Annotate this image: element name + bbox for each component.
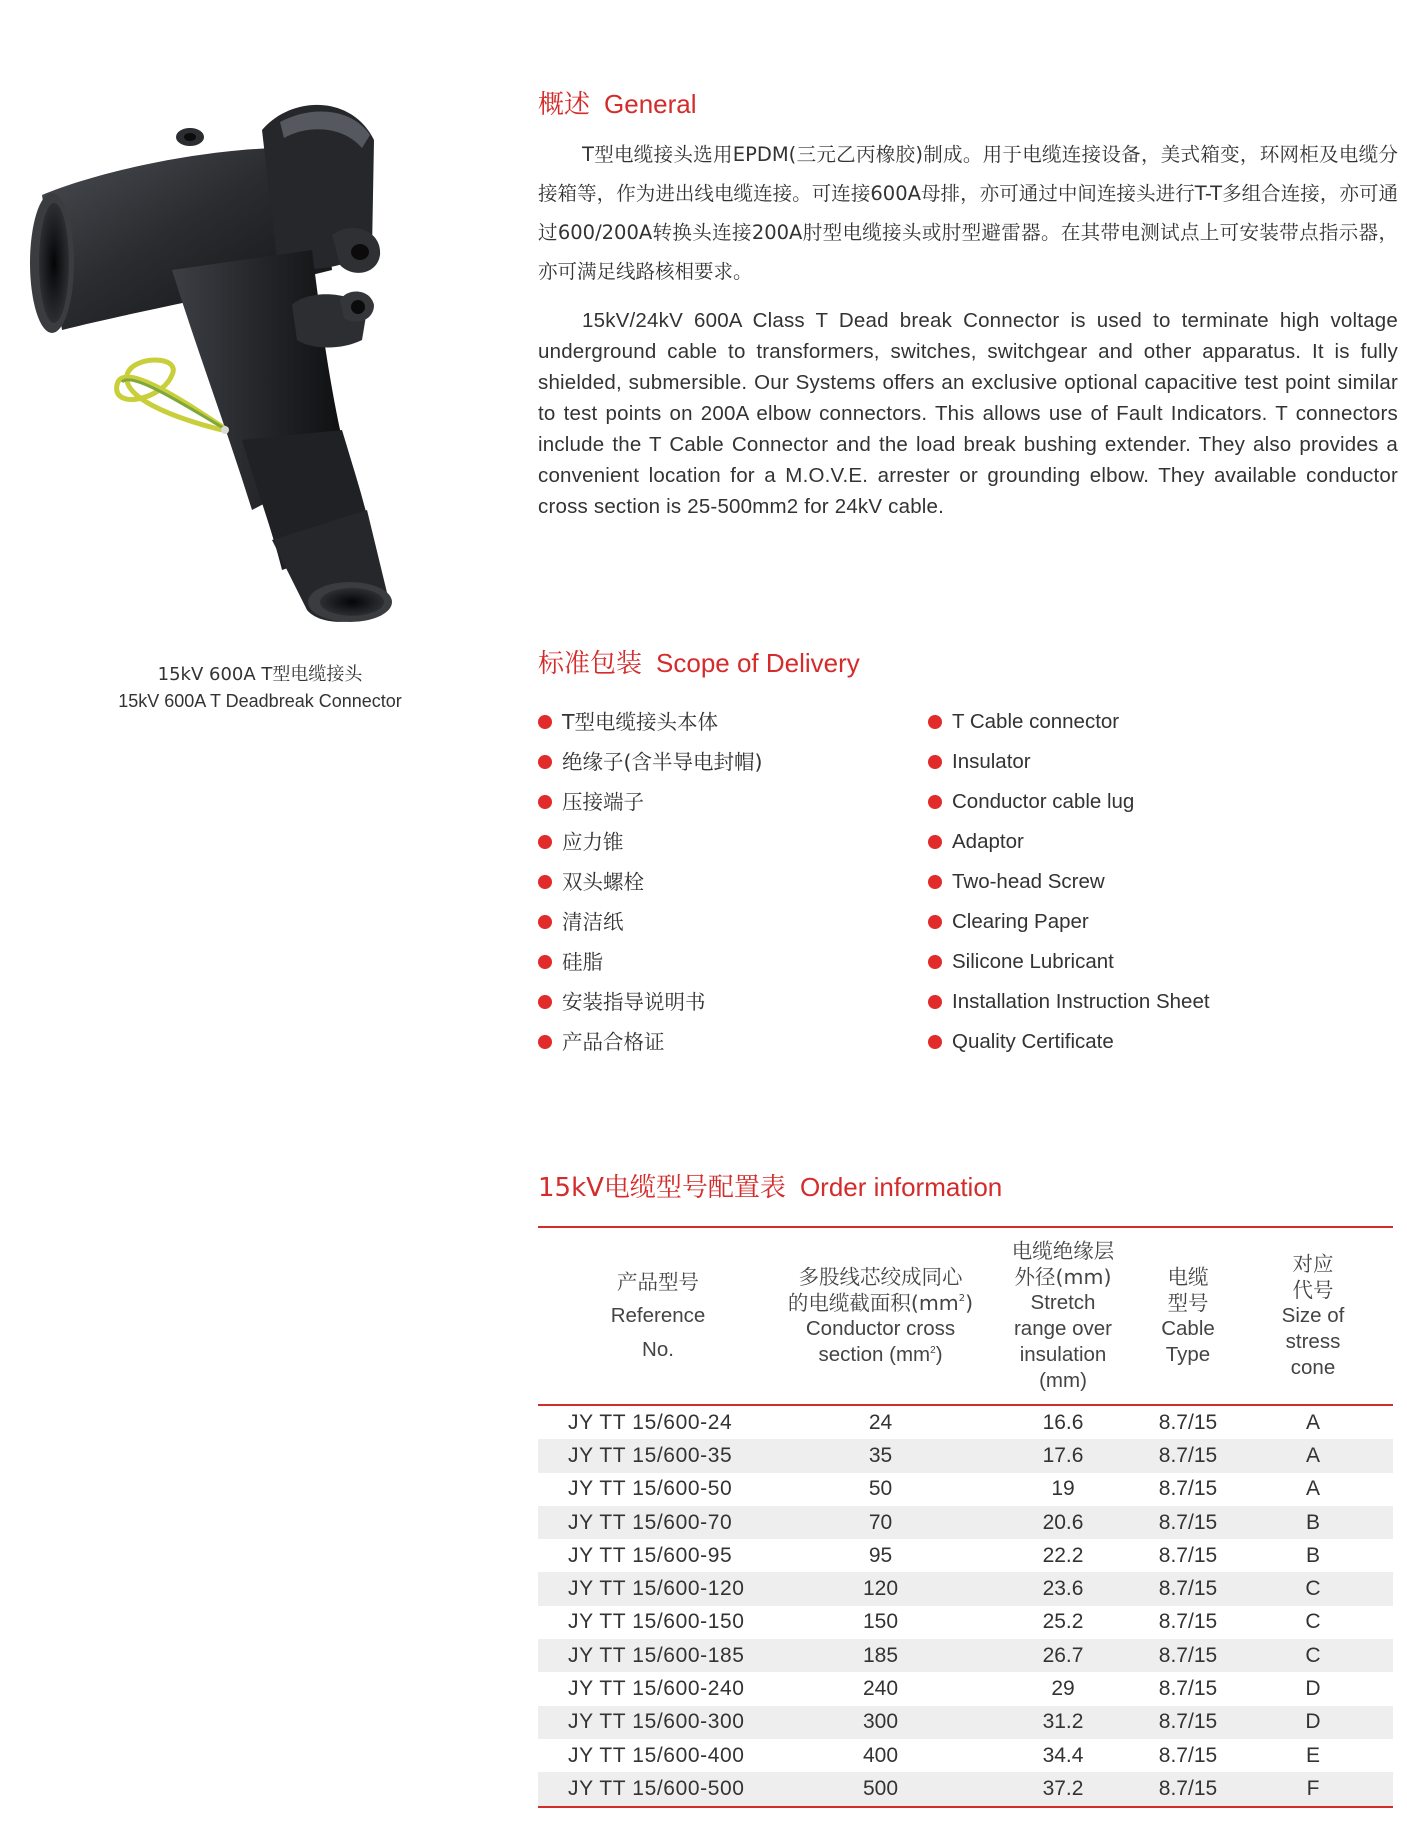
cell-section: 185 xyxy=(778,1639,983,1672)
general-heading-en: General xyxy=(604,89,697,119)
cell-insulation: 17.6 xyxy=(983,1439,1143,1472)
cell-section: 400 xyxy=(862,1743,899,1767)
bullet-icon xyxy=(538,715,552,729)
cell-insulation: 25.2 xyxy=(1042,1610,1084,1634)
cell-section: 300 xyxy=(778,1706,983,1739)
delivery-item-cn: 清洁纸 xyxy=(538,902,763,942)
delivery-item-cn: 压接端子 xyxy=(538,782,763,822)
table-row xyxy=(538,1439,1393,1472)
cell-stress-cone: B xyxy=(1233,1506,1393,1539)
cell-reference: JY TT 15/600-120 xyxy=(538,1572,778,1605)
header-insulation-range: 电缆绝缘层 外径(mm) Stretch range over insulation (mm) xyxy=(983,1227,1143,1405)
cell-insulation: 16.6 xyxy=(1042,1410,1084,1434)
table-row xyxy=(538,1672,1393,1705)
table-row xyxy=(538,1606,1393,1639)
delivery-item-en: Insulator xyxy=(928,742,1210,782)
delivery-item-en: Two-head Screw xyxy=(928,862,1210,902)
table-row xyxy=(538,1506,1393,1539)
delivery-item-en: Clearing Paper xyxy=(928,902,1210,942)
order-heading-cn: 15kV电缆型号配置表 xyxy=(538,1173,786,1203)
cell-reference: JY TT 15/600-24 xyxy=(568,1410,733,1434)
cell-section: 500 xyxy=(778,1772,983,1806)
cell-insulation: 19 xyxy=(1051,1477,1075,1501)
product-caption-cn: 15kV 600A T型电缆接头 xyxy=(157,664,363,685)
cell-cable-type: 8.7/15 xyxy=(1143,1572,1233,1605)
cell-insulation: 26.7 xyxy=(983,1639,1143,1672)
bullet-icon xyxy=(928,715,942,729)
table-row xyxy=(538,1539,1393,1572)
cell-cable-type: 8.7/15 xyxy=(1158,1477,1218,1501)
cell-section: 240 xyxy=(862,1677,899,1701)
bullet-icon xyxy=(928,795,942,809)
cell-section: 70 xyxy=(778,1506,983,1539)
cell-cable-type: 8.7/15 xyxy=(1158,1610,1218,1634)
cell-insulation: 34.4 xyxy=(1042,1743,1084,1767)
delivery-item-en: Silicone Lubricant xyxy=(928,942,1210,982)
order-heading xyxy=(538,1167,1002,1204)
general-paragraph-en: 15kV/24kV 600A Class T Dead break Connector is used to terminate high voltage underground cable to transformers, switches, switchgear and other apparatus. It is fully shielded, submersible. Our Systems offers an exclusive optional capacitive test point similar to test points on 200A elbow connectors. This allows use of Fault Indicators. T connectors include the T Cable Connector and the load break bushing extender. They also provides a convenient location for a M.O.V.E. arrester or grounding elbow. They available conductor cross section is 25-500mm2 for 24kV cable. xyxy=(538,309,1398,518)
bullet-icon xyxy=(538,955,552,969)
cell-section: 35 xyxy=(778,1439,983,1472)
delivery-item-en: Installation Instruction Sheet xyxy=(928,982,1210,1022)
header-conductor-section: 多股线芯绞成同心 的电缆截面积$(mm^2)$ Conductor cross section $(mm^2)$ xyxy=(778,1227,983,1405)
delivery-heading xyxy=(538,643,860,680)
cell-stress-cone: F xyxy=(1233,1772,1393,1806)
header-cable-type: 电缆 型号 Cable Type xyxy=(1143,1227,1233,1405)
table-row xyxy=(538,1772,1393,1806)
table-row xyxy=(538,1639,1393,1672)
bullet-icon xyxy=(538,995,552,1009)
cell-insulation: 22.2 xyxy=(1042,1543,1084,1567)
cell-reference: JY TT 15/600-300 xyxy=(538,1706,778,1739)
bullet-icon xyxy=(928,995,942,1009)
delivery-heading-cn: 标准包装 xyxy=(538,649,643,679)
cell-cable-type: 8.7/15 xyxy=(1143,1639,1233,1672)
delivery-item-cn: 双头螺栓 xyxy=(538,862,763,902)
bullet-icon xyxy=(928,1035,942,1049)
cell-cable-type: 8.7/15 xyxy=(1143,1706,1233,1739)
delivery-item-en: Conductor cable lug xyxy=(928,782,1210,822)
bullet-icon xyxy=(538,1035,552,1049)
bullet-icon xyxy=(928,955,942,969)
cell-cable-type: 8.7/15 xyxy=(1158,1543,1218,1567)
cell-reference: JY TT 15/600-50 xyxy=(568,1477,733,1501)
table-row xyxy=(538,1405,1393,1439)
cell-stress-cone: E xyxy=(1305,1743,1320,1767)
cell-stress-cone: A xyxy=(1305,1410,1320,1434)
cell-cable-type: 8.7/15 xyxy=(1143,1506,1233,1539)
cell-cable-type: 8.7/15 xyxy=(1143,1439,1233,1472)
bullet-icon xyxy=(538,755,552,769)
cell-section: 50 xyxy=(868,1477,893,1501)
general-paragraph-cn: T型电缆接头选用EPDM(三元乙丙橡胶)制成。用于电缆连接设备，美式箱变，环网柜及电缆分接箱等，作为进出线电缆连接。可连接600A母排，亦可通过中间连接头进行T-T多组合连接，亦可通过600/200A转换头连接200A肘型电缆接头或肘型避雷器。在其带电测试点上可安装带点指示器，亦可满足线路核相要求。 xyxy=(538,143,1398,283)
delivery-item-en: T Cable connector xyxy=(928,702,1210,742)
bullet-icon xyxy=(928,915,942,929)
delivery-item-cn: 安装指导说明书 xyxy=(538,982,763,1022)
cell-stress-cone: C xyxy=(1233,1572,1393,1605)
delivery-item-cn: 硅脂 xyxy=(538,942,763,982)
cell-insulation: 23.6 xyxy=(983,1572,1143,1605)
product-image xyxy=(22,100,462,625)
table-row xyxy=(538,1706,1393,1739)
cell-stress-cone: C xyxy=(1305,1610,1321,1634)
cell-insulation: 20.6 xyxy=(983,1506,1143,1539)
cell-section: 120 xyxy=(778,1572,983,1605)
cell-cable-type: 8.7/15 xyxy=(1158,1410,1218,1434)
bullet-icon xyxy=(538,835,552,849)
cell-stress-cone: B xyxy=(1305,1543,1320,1567)
cell-reference: JY TT 15/600-70 xyxy=(538,1506,778,1539)
cell-section: 24 xyxy=(868,1410,893,1434)
bullet-icon xyxy=(538,795,552,809)
bullet-icon xyxy=(538,915,552,929)
order-table-body xyxy=(538,1405,1393,1807)
cell-cable-type: 8.7/15 xyxy=(1158,1743,1218,1767)
cell-reference: JY TT 15/600-240 xyxy=(568,1677,745,1701)
delivery-item-cn: 绝缘子(含半导电封帽) xyxy=(538,742,763,782)
table-header-row xyxy=(538,1227,1393,1405)
delivery-item-en: Quality Certificate xyxy=(928,1022,1210,1062)
cell-stress-cone: C xyxy=(1233,1639,1393,1672)
bullet-icon xyxy=(538,875,552,889)
cell-section: 95 xyxy=(868,1543,893,1567)
cell-reference: JY TT 15/600-400 xyxy=(568,1743,745,1767)
delivery-item-cn: T型电缆接头本体 xyxy=(538,702,763,742)
cell-stress-cone: D xyxy=(1305,1677,1321,1701)
delivery-list-en xyxy=(928,702,1210,1062)
cell-reference: JY TT 15/600-185 xyxy=(538,1639,778,1672)
cell-reference: JY TT 15/600-500 xyxy=(538,1772,778,1806)
cell-cable-type: 8.7/15 xyxy=(1158,1677,1218,1701)
delivery-item-cn: 产品合格证 xyxy=(538,1022,763,1062)
cell-stress-cone: A xyxy=(1233,1439,1393,1472)
general-heading xyxy=(538,84,697,121)
cell-reference: JY TT 15/600-95 xyxy=(568,1543,733,1567)
cell-reference: JY TT 15/600-35 xyxy=(538,1439,778,1472)
table-row xyxy=(538,1473,1393,1506)
cell-insulation: 31.2 xyxy=(983,1706,1143,1739)
delivery-heading-en: Scope of Delivery xyxy=(656,648,860,678)
delivery-item-en: Adaptor xyxy=(928,822,1210,862)
cell-reference: JY TT 15/600-150 xyxy=(568,1610,745,1634)
delivery-list-cn xyxy=(538,702,763,1062)
cell-section: 150 xyxy=(862,1610,899,1634)
header-reference: 产品型号 Reference No. xyxy=(538,1227,778,1405)
table-row xyxy=(538,1572,1393,1605)
order-table xyxy=(538,1226,1393,1808)
cell-stress-cone: A xyxy=(1305,1477,1320,1501)
bullet-icon xyxy=(928,875,942,889)
cell-insulation: 29 xyxy=(1051,1677,1075,1701)
table-row xyxy=(538,1739,1393,1772)
header-stress-cone: 对应 代号 Size of stress cone xyxy=(1233,1227,1393,1405)
cell-insulation: 37.2 xyxy=(983,1772,1143,1806)
cell-stress-cone: D xyxy=(1233,1706,1393,1739)
bullet-icon xyxy=(928,755,942,769)
delivery-item-cn: 应力锥 xyxy=(538,822,763,862)
general-heading-cn: 概述 xyxy=(538,90,591,120)
cell-cable-type: 8.7/15 xyxy=(1143,1772,1233,1806)
bullet-icon xyxy=(928,835,942,849)
product-caption-en: 15kV 600A T Deadbreak Connector xyxy=(118,691,402,711)
order-heading-en: Order information xyxy=(799,1172,1003,1202)
